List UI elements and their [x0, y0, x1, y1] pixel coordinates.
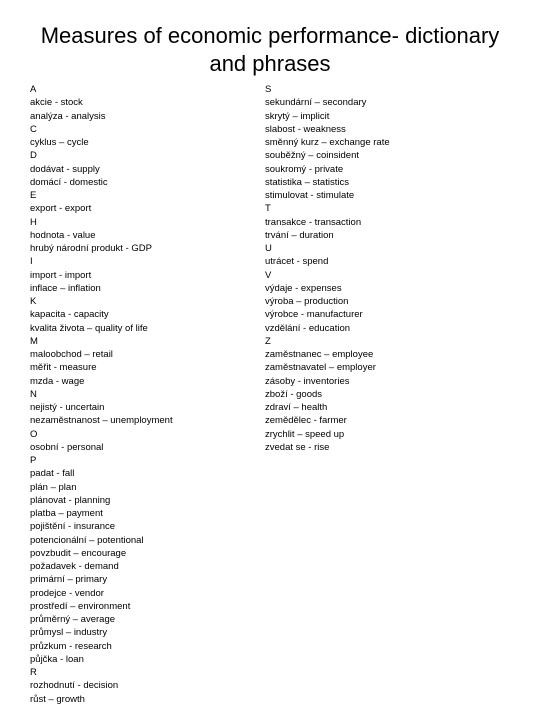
- vocabulary-entry: potencionální – potentional: [30, 534, 144, 546]
- section-letter: V: [265, 269, 272, 281]
- vocabulary-entry: výroba – production: [265, 296, 349, 307]
- vocabulary-entry: požadavek - demand: [30, 561, 119, 572]
- vocabulary-entry: půjčka - loan: [30, 653, 84, 665]
- vocabulary-entry: rozhodnutí - decision: [30, 680, 119, 692]
- vocabulary-entry: průměrný – average: [30, 614, 116, 625]
- vocabulary-entry: analýza - analysis: [30, 110, 106, 122]
- vocabulary-entry: sekundární – secondary: [265, 97, 367, 109]
- section-letter: E: [30, 190, 37, 201]
- vocabulary-entry: hodnota - value: [30, 229, 96, 241]
- vocabulary-entry: povzbudit – encourage: [30, 547, 127, 559]
- section-letter: I: [30, 256, 33, 268]
- section-letter: P: [30, 455, 37, 466]
- vocabulary-entry: utrácet - spend: [265, 256, 329, 268]
- section-letter: H: [30, 216, 37, 228]
- vocabulary-entry: růst – growth: [30, 693, 85, 705]
- vocabulary-entry: plán – plan: [30, 481, 77, 493]
- vocabulary-entry: zaměstnavatel – employer: [265, 362, 376, 374]
- section-letter: D: [30, 150, 37, 162]
- vocabulary-entry: souběžný – coinsident: [265, 150, 360, 162]
- vocabulary-entry: průmysl – industry: [30, 627, 108, 639]
- vocabulary-entry: prodejce - vendor: [30, 587, 104, 599]
- vocabulary-entry: pojištění - insurance: [30, 521, 116, 533]
- vocabulary-entry: akcie - stock: [30, 97, 83, 109]
- section-letter: K: [30, 296, 37, 307]
- vocabulary-entry: zemědělec - farmer: [265, 415, 347, 427]
- section-letter: U: [265, 243, 272, 254]
- vocabulary-entry: statistika – statistics: [265, 176, 349, 188]
- vocabulary-entry: nezaměstnanost – unemployment: [30, 415, 173, 427]
- vocabulary-entry: mzda - wage: [30, 375, 85, 387]
- page-title: [0, 22, 540, 78]
- vocabulary-entry: zaměstnanec – employee: [265, 349, 374, 360]
- vocabulary-entry: import - import: [30, 269, 92, 281]
- section-letter: A: [30, 84, 37, 95]
- vocabulary-entry: osobní - personal: [30, 441, 104, 453]
- vocabulary-entry: zvedat se - rise: [265, 441, 330, 453]
- section-letter: C: [30, 123, 37, 135]
- section-letter: S: [265, 84, 272, 95]
- vocabulary-entry: maloobchod – retail: [30, 349, 113, 360]
- page-title-line-1: Measures of economic performance- dictionary: [40, 23, 500, 48]
- vocabulary-entry: výdaje - expenses: [265, 282, 342, 294]
- vocabulary-entry: slabost - weakness: [265, 123, 346, 135]
- vocabulary-entry: export - export: [30, 203, 92, 215]
- section-letter: M: [30, 335, 38, 347]
- vocabulary-entry: vzdělání - education: [265, 322, 351, 334]
- vocabulary-entry: domácí - domestic: [30, 176, 108, 188]
- section-letter: R: [30, 667, 37, 678]
- vocabulary-entry: zásoby - inventories: [265, 375, 350, 387]
- vocabulary-entry: zboží - goods: [265, 388, 323, 400]
- section-letter: Z: [265, 335, 271, 347]
- vocabulary-entry: padat - fall: [30, 468, 75, 480]
- right-vocabulary-column: [265, 83, 390, 454]
- vocabulary-entry: směnný kurz – exchange rate: [265, 137, 390, 148]
- vocabulary-entry: zdraví – health: [265, 402, 328, 413]
- vocabulary-entry: nejistý - uncertain: [30, 402, 105, 413]
- vocabulary-entry: prostředí – environment: [30, 600, 131, 612]
- vocabulary-entry: skrytý – implicit: [265, 110, 330, 122]
- vocabulary-entry: inflace – inflation: [30, 282, 101, 294]
- vocabulary-entry: hrubý národní produkt - GDP: [30, 243, 152, 254]
- vocabulary-entry: měřit - measure: [30, 362, 97, 374]
- vocabulary-entry: výrobce - manufacturer: [265, 309, 363, 321]
- vocabulary-entry: platba – payment: [30, 508, 103, 519]
- vocabulary-entry: kapacita - capacity: [30, 309, 109, 321]
- vocabulary-entry: soukromý - private: [265, 163, 344, 175]
- vocabulary-entry: průzkum - research: [30, 640, 112, 652]
- vocabulary-entry: primární – primary: [30, 574, 108, 586]
- page-title-line-2: and phrases: [209, 51, 331, 76]
- vocabulary-entry: stimulovat - stimulate: [265, 190, 355, 201]
- section-letter: N: [30, 388, 37, 400]
- vocabulary-entry: kvalita života – quality of life: [30, 322, 148, 334]
- vocabulary-entry: plánovat - planning: [30, 494, 111, 506]
- section-letter: T: [265, 203, 271, 215]
- vocabulary-entry: transakce - transaction: [265, 216, 362, 228]
- section-letter: O: [30, 428, 38, 440]
- vocabulary-entry: dodávat - supply: [30, 163, 100, 175]
- vocabulary-entry: trvání – duration: [265, 229, 334, 241]
- vocabulary-entry: cyklus – cycle: [30, 137, 89, 148]
- vocabulary-entry: zrychlit – speed up: [265, 428, 345, 440]
- left-vocabulary-column: [30, 83, 173, 706]
